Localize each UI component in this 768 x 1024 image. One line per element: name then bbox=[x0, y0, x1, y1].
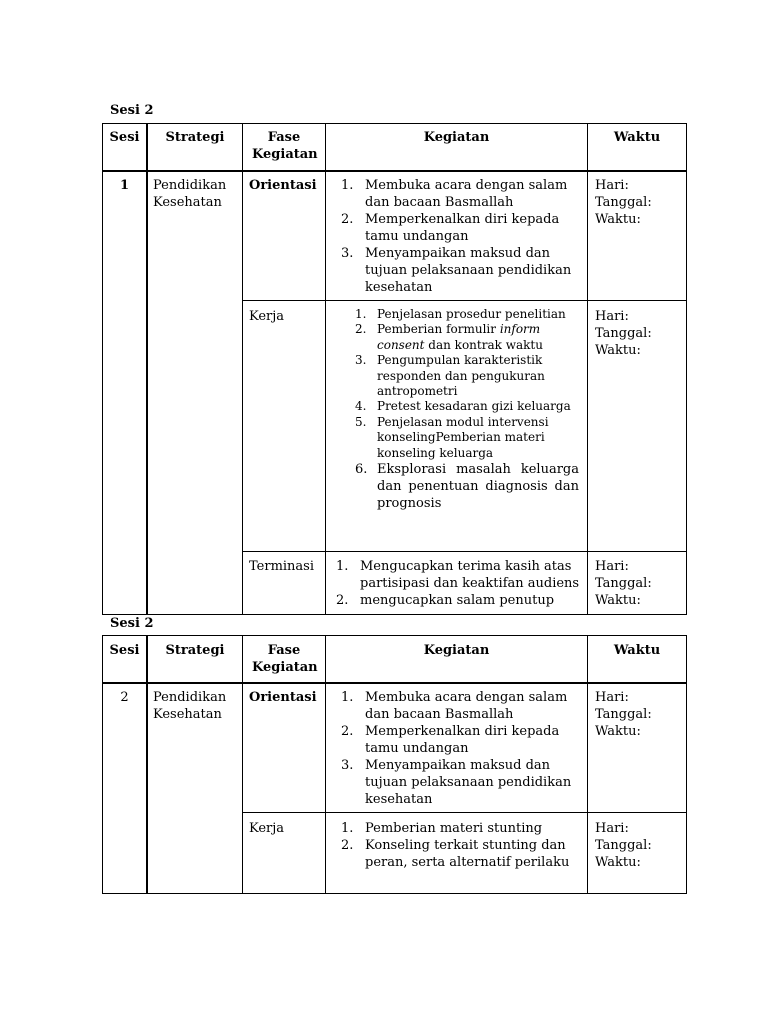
session-table-1 bbox=[102, 123, 687, 615]
waktu-kerja: Hari: Tanggal: Waktu: bbox=[595, 309, 652, 358]
session-table-2 bbox=[102, 635, 687, 895]
list-item: 3. Pengumpulan karakteristik responden dan pengukuran antropometri bbox=[355, 353, 545, 399]
kegiatan-terminasi-list bbox=[334, 558, 584, 609]
list-item: 1. Mengucapkan terima kasih atas partisipasi dan keaktifan audiens bbox=[336, 559, 580, 591]
fase-kerja: Kerja bbox=[249, 309, 285, 324]
fase-terminasi: Terminasi bbox=[249, 559, 315, 574]
kegiatan-kerja-list bbox=[353, 307, 579, 512]
waktu-kerja: Hari: Tanggal: Waktu: bbox=[595, 821, 652, 870]
header-kegiatan: Kegiatan bbox=[423, 130, 490, 145]
fase-orientasi: Orientasi bbox=[249, 690, 317, 705]
list-item: 6. Eksplorasi masalah keluarga dan penentuan diagnosis dan prognosis bbox=[355, 462, 579, 512]
list-item: 4. Pretest kesadaran gizi keluarga bbox=[355, 399, 571, 414]
waktu-orientasi: Hari: Tanggal: Waktu: bbox=[595, 178, 652, 227]
list-item: 2. Memperkenalkan diri kepada tamu undangan bbox=[341, 724, 560, 756]
header-sesi: Sesi bbox=[109, 130, 140, 145]
fase-orientasi: Orientasi bbox=[249, 178, 317, 193]
list-item: 2. Memperkenalkan diri kepada tamu undangan bbox=[341, 212, 560, 244]
list-item: 3. Menyampaikan maksud dan tujuan pelaksanaan pendidikan kesehatan bbox=[341, 246, 572, 295]
session-label: Sesi 2 bbox=[110, 616, 154, 631]
waktu-terminasi: Hari: Tanggal: Waktu: bbox=[595, 559, 652, 608]
header-strategi: Strategi bbox=[165, 643, 225, 658]
list-item: 5. Penjelasan modul intervensi konselingPemberian materi konseling keluarga bbox=[355, 414, 549, 460]
header-strategi: Strategi bbox=[165, 130, 225, 145]
list-item: 2. Pemberian formulir inform consent dan kontrak waktu bbox=[355, 322, 543, 352]
fase-kerja: Kerja bbox=[249, 821, 285, 836]
list-item: 1. Membuka acara dengan salam dan bacaan Basmallah bbox=[341, 690, 568, 722]
list-item: 3. Menyampaikan maksud dan tujuan pelaksanaan pendidikan kesehatan bbox=[341, 758, 572, 807]
sesi-number: 1 bbox=[119, 178, 130, 193]
strategi-text: Pendidikan Kesehatan bbox=[153, 178, 227, 210]
waktu-orientasi: Hari: Tanggal: Waktu: bbox=[595, 690, 652, 739]
header-kegiatan: Kegiatan bbox=[423, 643, 490, 658]
list-item: 1. Pemberian materi stunting bbox=[341, 821, 543, 836]
list-item: 2. mengucapkan salam penutup bbox=[336, 593, 555, 608]
header-waktu: Waktu bbox=[613, 643, 661, 658]
session-label: Sesi 2 bbox=[110, 103, 154, 118]
header-fase-kegiatan: Fase Kegiatan bbox=[252, 130, 318, 162]
kegiatan-kerja-list bbox=[339, 820, 583, 871]
kegiatan-orientasi-list bbox=[339, 689, 583, 808]
list-item: 1. Membuka acara dengan salam dan bacaan Basmallah bbox=[341, 178, 568, 210]
header-fase-kegiatan: Fase Kegiatan bbox=[252, 643, 318, 675]
header-waktu: Waktu bbox=[613, 130, 661, 145]
list-item: 2. Konseling terkait stunting dan peran, serta alternatif perilaku bbox=[341, 838, 570, 870]
kegiatan-orientasi-list bbox=[339, 177, 583, 296]
strategi-text: Pendidikan Kesehatan bbox=[153, 690, 227, 722]
list-item: 1. Penjelasan prosedur penelitian bbox=[355, 307, 566, 321]
sesi-number: 2 bbox=[120, 690, 129, 705]
header-sesi: Sesi bbox=[109, 643, 140, 658]
